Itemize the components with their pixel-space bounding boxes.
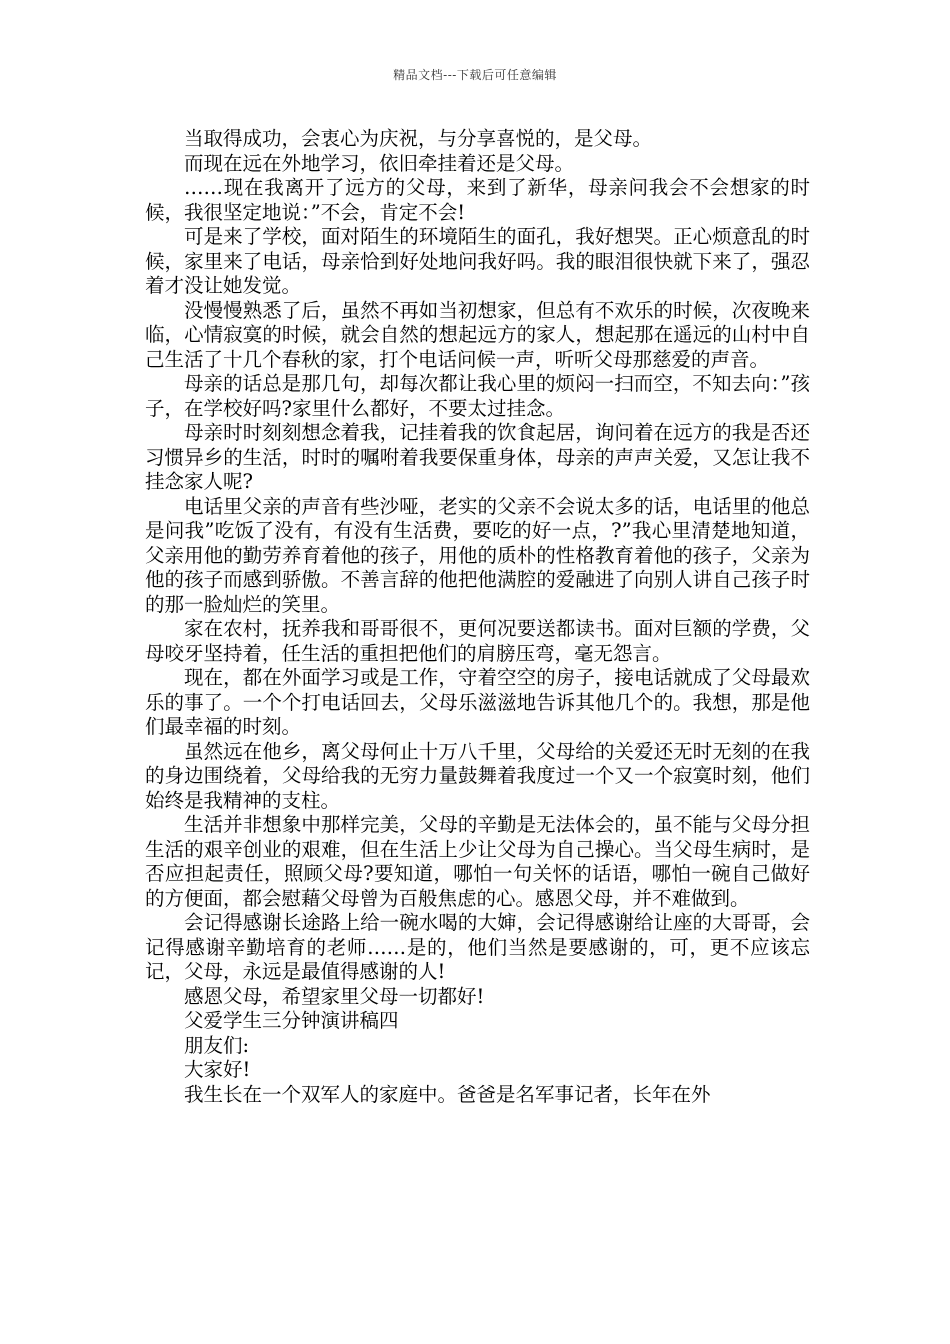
paragraph: 现在，都在外面学习或是工作，守着空空的房子，接电话就成了父母最欢乐的事了。一个个打电话回去，父母乐滋滋地告诉其他几个的。我想，那是他们最幸福的时刻。 — [145, 666, 810, 738]
paragraph: 虽然远在他乡，离父母何止十万八千里，父母给的关爱还无时无刻的在我的身边围绕着，父母给我的无穷力量鼓舞着我度过一个又一个寂寞时刻，他们始终是我精神的支柱。 — [145, 739, 810, 812]
paragraph: 没慢慢熟悉了后，虽然不再如当初想家，但总有不欢乐的时候，次夜晚来临，心情寂寞的时候，就会自然的想起远方的家人，想起那在遥远的山村中自己生活了十几个春秋的家，打个电话问候一声，听听父母那慈爱的声音。 — [145, 298, 810, 371]
paragraph: 我生长在一个双军人的家庭中。爸爸是名军事记者，长年在外 — [184, 1082, 711, 1106]
paragraph: 当取得成功，会衷心为庆祝，与分享喜悦的，是父母。 — [184, 127, 653, 150]
paragraph: 感恩父母，希望家里父母一切都好! — [184, 984, 485, 1008]
paragraph: 母亲的话总是那几句，却每次都让我心里的烦闷一扫而空，不知去向：”孩子，在学校好吗?家里什么都好，不要太过挂念。 — [145, 372, 810, 420]
paragraph: 会记得感谢长途路上给一碗水喝的大婶，会记得感谢给让座的大哥哥，会记得感谢辛勤培育的老师……是的，他们当然是要感谢的，可，更不应该忘记，父母，永远是最值得感谢的人! — [145, 911, 810, 983]
document-body — [145, 127, 810, 1107]
salutation: 朋友们: — [184, 1033, 250, 1057]
page-header: 精品文档---下载后可任意编辑 — [393, 68, 557, 82]
paragraph: ……现在我离开了远方的父母，来到了新华，母亲问我会不会想家的时候，我很坚定地说：”不会，肯定不会! — [145, 176, 810, 224]
greeting: 大家好! — [184, 1058, 251, 1081]
paragraph: 生活并非想象中那样完美，父母的辛勤是无法体会的，虽不能与父母分担生活的艰辛创业的艰难，但在生活上少让父母为自己操心。当父母生病时，是否应担起责任，照顾父母?要知道，哪怕一句关怀的话语，哪怕一碗自己做好的方便面，都会慰藉父母曾为百般焦虑的心。感恩父母，并不难做到。 — [145, 813, 810, 910]
paragraph: 可是来了学校，面对陌生的环境陌生的面孔，我好想哭。正心烦意乱的时候，家里来了电话，母亲恰到好处地问我好吗。我的眼泪很快就下来了，强忍着才没让她发觉。 — [145, 225, 810, 297]
paragraph: 母亲时时刻刻想念着我，记挂着我的饮食起居，询问着在远方的我是否还习惯异乡的生活，时时的嘱咐着我要保重身体，母亲的声声关爱，又怎让我不挂念家人呢? — [145, 421, 810, 493]
paragraph: 而现在远在外地学习，依旧牵挂着还是父母。 — [184, 151, 575, 175]
paragraph: 家在农村，抚养我和哥哥很不，更何况要送都读书。面对巨额的学费，父母咬牙坚持着，任生活的重担把他们的肩膀压弯，毫无怨言。 — [145, 617, 810, 665]
section-title: 父爱学生三分钟演讲稿四 — [184, 1009, 399, 1032]
paragraph: 电话里父亲的声音有些沙哑，老实的父亲不会说太多的话，电话里的他总是问我”吃饭了没有，有没有生活费，要吃的好一点，?”我心里清楚地知道，父亲用他的勤劳养育着他的孩子，用他的质朴的性格教育着他的孩子，父亲为他的孩子而感到骄傲。不善言辞的他把他满腔的爱融进了向别人讲自己孩子时的那一脸灿烂的笑里。 — [145, 494, 810, 616]
